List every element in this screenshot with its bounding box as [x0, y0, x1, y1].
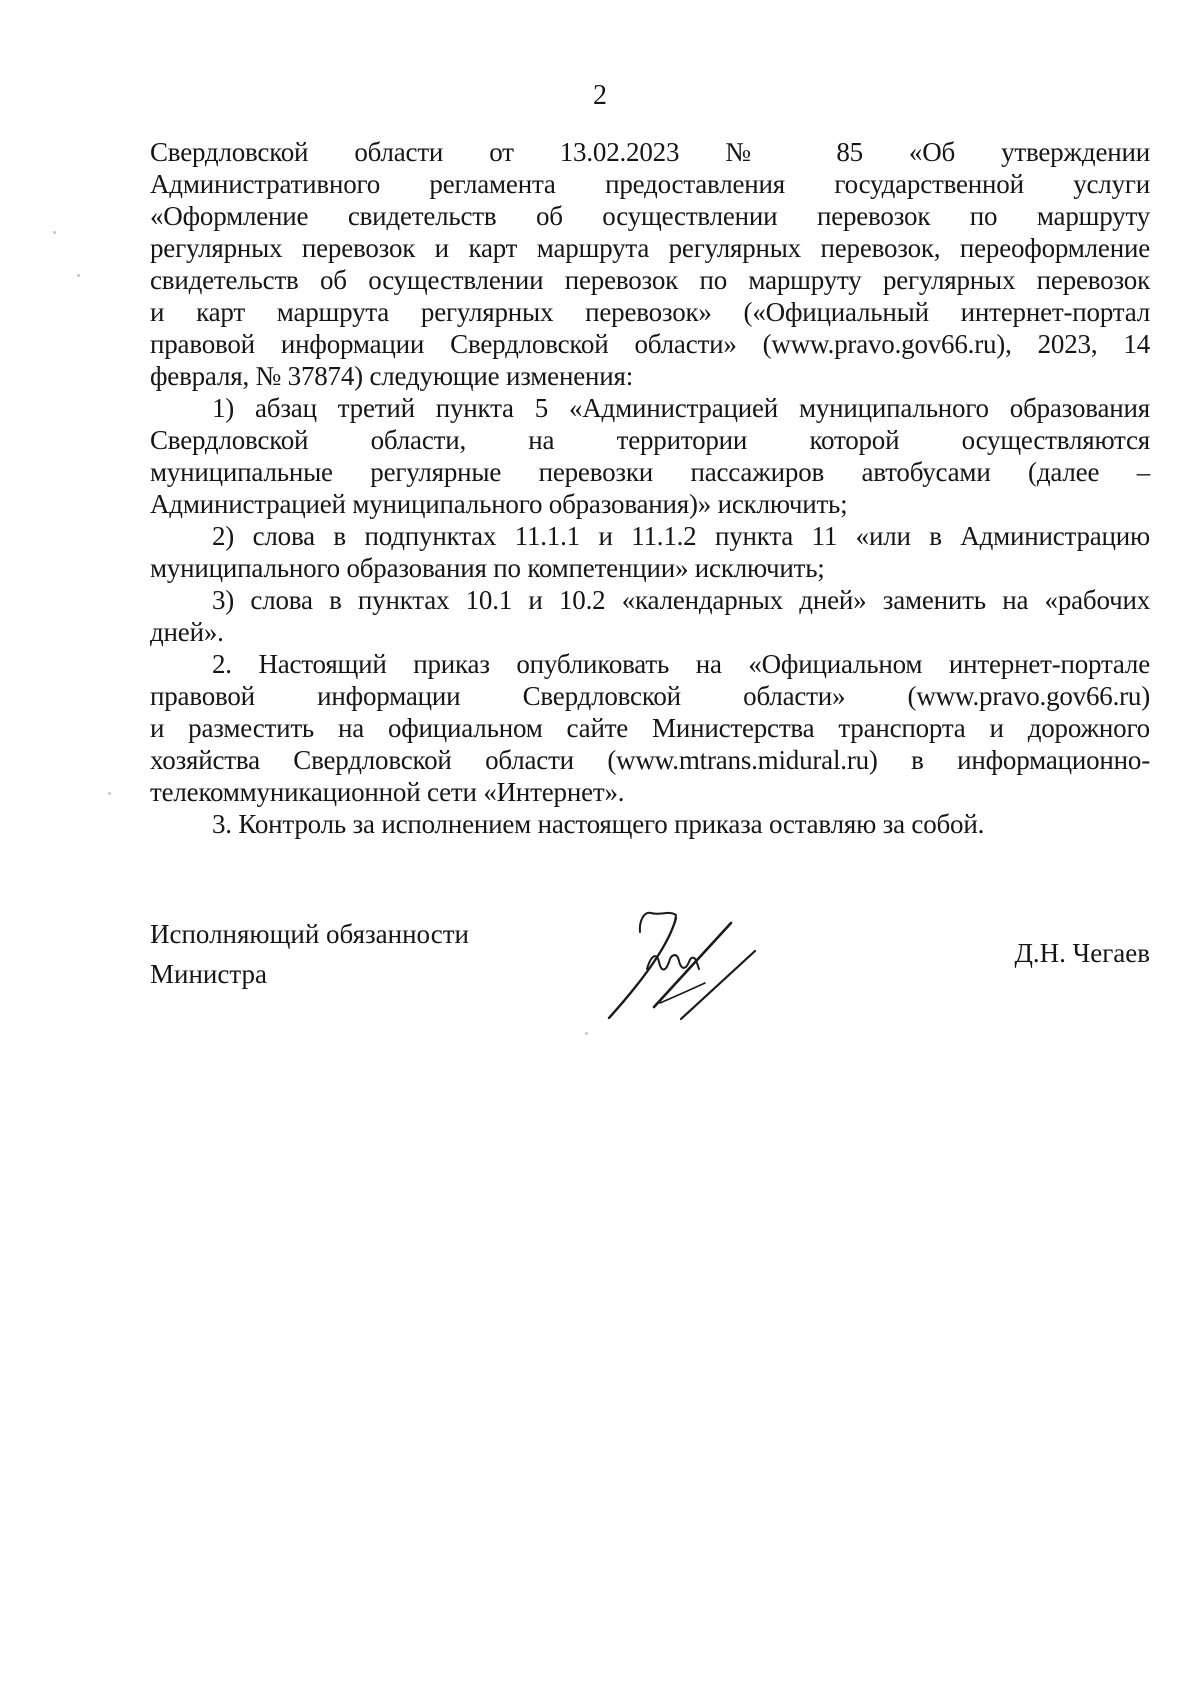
scan-speck [77, 274, 80, 277]
scan-speck [108, 792, 111, 795]
document-body [150, 136, 1150, 840]
document-line: правовой информации Свердловской области» (www.pravo.gov66.ru), 2023, 14 [150, 329, 1150, 359]
document-line: 3. Контроль за исполнением настоящего приказа оставляю за собой. [212, 809, 985, 839]
document-line: «Оформление свидетельств об осуществлении перевозок по маршруту [150, 201, 1150, 231]
document-line: 1) абзац третий пункта 5 «Администрацией муниципального образования [212, 393, 1150, 423]
document-line: хозяйства Свердловской области (www.mtrans.midural.ru) в информационно- [150, 745, 1150, 775]
document-line: свидетельств об осуществлении перевозок по маршруту регулярных перевозок [150, 265, 1150, 295]
document-line: Свердловской области, на территории которой осуществляются [150, 425, 1150, 455]
document-line: Администрацией муниципального образования)» исключить; [150, 489, 848, 519]
document-line: дней». [150, 617, 224, 647]
document-line: муниципальные регулярные перевозки пассажиров автобусами (далее – [150, 457, 1150, 487]
scan-speck [585, 1032, 588, 1035]
signer-position-line: Исполняющий обязанности [150, 919, 469, 949]
signer-position-line: Министра [150, 959, 267, 989]
scan-speck [53, 231, 56, 234]
document-line: февраля, № 37874) следующие изменения: [150, 361, 634, 391]
document-line: регулярных перевозок и карт маршрута регулярных перевозок, переоформление [150, 233, 1150, 263]
document-line: телекоммуникационной сети «Интернет». [150, 777, 625, 807]
page-number: 2 [593, 80, 607, 111]
signer-name: Д.Н. Чегаев [1014, 938, 1150, 968]
document-line: и разместить на официальном сайте Министерства транспорта и дорожного [150, 713, 1150, 743]
document-line: 3) слова в пунктах 10.1 и 10.2 «календарных дней» заменить на «рабочих [212, 585, 1150, 615]
document-line: 2) слова в подпунктах 11.1.1 и 11.1.2 пункта 11 «или в Администрацию [212, 521, 1150, 551]
document-line: 2. Настоящий приказ опубликовать на «Официальном интернет-портале [212, 649, 1150, 679]
document-line: правовой информации Свердловской области» (www.pravo.gov66.ru) [150, 681, 1150, 711]
document-line: муниципального образования по компетенции» исключить; [150, 553, 825, 583]
document-line: Административного регламента предоставления государственной услуги [150, 169, 1150, 199]
document-line: и карт маршрута регулярных перевозок» («Официальный интернет-портал [150, 297, 1150, 327]
document-line: Свердловской области от 13.02.2023 № 85 «Об утверждении [150, 137, 1150, 167]
